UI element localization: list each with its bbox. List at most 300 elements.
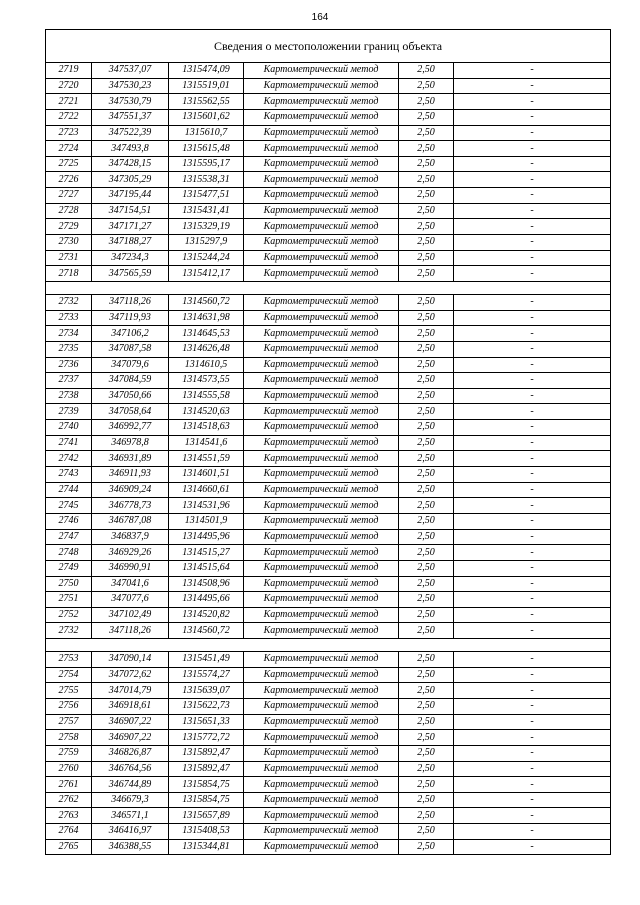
table-row — [46, 808, 611, 824]
point-number-cell: 2730 — [46, 235, 92, 251]
table-row — [46, 63, 611, 79]
x-coordinate-cell: 347077,6 — [92, 592, 169, 608]
table-row — [46, 250, 611, 266]
method-cell: Картометрический метод — [244, 607, 399, 623]
point-number-cell: 2727 — [46, 188, 92, 204]
x-coordinate-cell: 347041,6 — [92, 576, 169, 592]
method-cell: Картометрический метод — [244, 141, 399, 157]
table-row — [46, 761, 611, 777]
point-number-cell: 2748 — [46, 545, 92, 561]
table-row — [46, 125, 611, 141]
accuracy-cell: 2,50 — [399, 388, 454, 404]
y-coordinate-cell: 1315892,47 — [169, 745, 244, 761]
method-cell: Картометрический метод — [244, 357, 399, 373]
x-coordinate-cell: 346911,93 — [92, 467, 169, 483]
point-number-cell: 2739 — [46, 404, 92, 420]
y-coordinate-cell: 1315538,31 — [169, 172, 244, 188]
x-coordinate-cell: 346764,56 — [92, 761, 169, 777]
accuracy-cell: 2,50 — [399, 250, 454, 266]
table-row — [46, 467, 611, 483]
x-coordinate-cell: 347058,64 — [92, 404, 169, 420]
x-coordinate-cell: 347106,2 — [92, 326, 169, 342]
x-coordinate-cell: 346416,97 — [92, 824, 169, 840]
table-row — [46, 824, 611, 840]
point-number-cell: 2725 — [46, 156, 92, 172]
accuracy-cell: 2,50 — [399, 188, 454, 204]
description-cell: - — [454, 592, 611, 608]
description-cell: - — [454, 294, 611, 310]
x-coordinate-cell: 347102,49 — [92, 607, 169, 623]
x-coordinate-cell: 347014,79 — [92, 683, 169, 699]
y-coordinate-cell: 1315854,75 — [169, 777, 244, 793]
table-row — [46, 745, 611, 761]
description-cell: - — [454, 141, 611, 157]
method-cell: Картометрический метод — [244, 545, 399, 561]
table-row — [46, 529, 611, 545]
group-separator — [46, 281, 611, 294]
accuracy-cell: 2,50 — [399, 698, 454, 714]
description-cell: - — [454, 156, 611, 172]
point-number-cell: 2718 — [46, 266, 92, 282]
method-cell: Картометрический метод — [244, 667, 399, 683]
point-number-cell: 2753 — [46, 652, 92, 668]
table-row — [46, 513, 611, 529]
y-coordinate-cell: 1315601,62 — [169, 109, 244, 125]
description-cell: - — [454, 109, 611, 125]
accuracy-cell: 2,50 — [399, 623, 454, 639]
table-row — [46, 777, 611, 793]
method-cell: Картометрический метод — [244, 404, 399, 420]
accuracy-cell: 2,50 — [399, 745, 454, 761]
y-coordinate-cell: 1315639,07 — [169, 683, 244, 699]
point-number-cell: 2747 — [46, 529, 92, 545]
point-number-cell: 2740 — [46, 420, 92, 436]
x-coordinate-cell: 347522,39 — [92, 125, 169, 141]
method-cell: Картометрический метод — [244, 219, 399, 235]
y-coordinate-cell: 1314610,5 — [169, 357, 244, 373]
accuracy-cell: 2,50 — [399, 761, 454, 777]
description-cell: - — [454, 188, 611, 204]
description-cell: - — [454, 250, 611, 266]
y-coordinate-cell: 1314515,64 — [169, 560, 244, 576]
description-cell: - — [454, 388, 611, 404]
point-number-cell: 2745 — [46, 498, 92, 514]
point-number-cell: 2764 — [46, 824, 92, 840]
accuracy-cell: 2,50 — [399, 652, 454, 668]
point-number-cell: 2738 — [46, 388, 92, 404]
y-coordinate-cell: 1314560,72 — [169, 623, 244, 639]
x-coordinate-cell: 346978,8 — [92, 435, 169, 451]
method-cell: Картометрический метод — [244, 451, 399, 467]
method-cell: Картометрический метод — [244, 78, 399, 94]
accuracy-cell: 2,50 — [399, 156, 454, 172]
y-coordinate-cell: 1314541,6 — [169, 435, 244, 451]
method-cell: Картометрический метод — [244, 498, 399, 514]
method-cell: Картометрический метод — [244, 172, 399, 188]
method-cell: Картометрический метод — [244, 482, 399, 498]
table-row — [46, 576, 611, 592]
table-row — [46, 652, 611, 668]
y-coordinate-cell: 1315412,17 — [169, 266, 244, 282]
x-coordinate-cell: 347050,66 — [92, 388, 169, 404]
point-number-cell: 2731 — [46, 250, 92, 266]
method-cell: Картометрический метод — [244, 294, 399, 310]
y-coordinate-cell: 1314573,55 — [169, 373, 244, 389]
accuracy-cell: 2,50 — [399, 824, 454, 840]
point-number-cell: 2724 — [46, 141, 92, 157]
method-cell: Картометрический метод — [244, 623, 399, 639]
table-row — [46, 172, 611, 188]
method-cell: Картометрический метод — [244, 203, 399, 219]
description-cell: - — [454, 714, 611, 730]
accuracy-cell: 2,50 — [399, 667, 454, 683]
description-cell: - — [454, 777, 611, 793]
y-coordinate-cell: 1315297,9 — [169, 235, 244, 251]
separator-cell — [46, 639, 611, 652]
accuracy-cell: 2,50 — [399, 545, 454, 561]
method-cell: Картометрический метод — [244, 435, 399, 451]
x-coordinate-cell: 347090,14 — [92, 652, 169, 668]
y-coordinate-cell: 1315451,49 — [169, 652, 244, 668]
point-number-cell: 2752 — [46, 607, 92, 623]
method-cell: Картометрический метод — [244, 761, 399, 777]
table-row — [46, 730, 611, 746]
group-separator — [46, 639, 611, 652]
table-row — [46, 623, 611, 639]
y-coordinate-cell: 1315477,51 — [169, 188, 244, 204]
y-coordinate-cell: 1314520,63 — [169, 404, 244, 420]
separator-cell — [46, 281, 611, 294]
accuracy-cell: 2,50 — [399, 839, 454, 855]
y-coordinate-cell: 1314601,51 — [169, 467, 244, 483]
x-coordinate-cell: 347530,23 — [92, 78, 169, 94]
accuracy-cell: 2,50 — [399, 94, 454, 110]
x-coordinate-cell: 347079,6 — [92, 357, 169, 373]
accuracy-cell: 2,50 — [399, 141, 454, 157]
description-cell: - — [454, 172, 611, 188]
description-cell: - — [454, 203, 611, 219]
method-cell: Картометрический метод — [244, 777, 399, 793]
accuracy-cell: 2,50 — [399, 529, 454, 545]
table-row — [46, 78, 611, 94]
x-coordinate-cell: 347428,15 — [92, 156, 169, 172]
point-number-cell: 2742 — [46, 451, 92, 467]
x-coordinate-cell: 347118,26 — [92, 294, 169, 310]
description-cell: - — [454, 698, 611, 714]
table-title: Сведения о местоположении границ объекта — [46, 30, 611, 63]
point-number-cell: 2744 — [46, 482, 92, 498]
accuracy-cell: 2,50 — [399, 777, 454, 793]
method-cell: Картометрический метод — [244, 683, 399, 699]
x-coordinate-cell: 347084,59 — [92, 373, 169, 389]
point-number-cell: 2750 — [46, 576, 92, 592]
y-coordinate-cell: 1315610,7 — [169, 125, 244, 141]
method-cell: Картометрический метод — [244, 94, 399, 110]
description-cell: - — [454, 219, 611, 235]
accuracy-cell: 2,50 — [399, 125, 454, 141]
description-cell: - — [454, 451, 611, 467]
point-number-cell: 2763 — [46, 808, 92, 824]
table-row — [46, 404, 611, 420]
description-cell: - — [454, 808, 611, 824]
table-row — [46, 326, 611, 342]
table-row — [46, 792, 611, 808]
point-number-cell: 2746 — [46, 513, 92, 529]
table-row — [46, 94, 611, 110]
y-coordinate-cell: 1314515,27 — [169, 545, 244, 561]
x-coordinate-cell: 347537,07 — [92, 63, 169, 79]
point-number-cell: 2720 — [46, 78, 92, 94]
accuracy-cell: 2,50 — [399, 203, 454, 219]
point-number-cell: 2751 — [46, 592, 92, 608]
accuracy-cell: 2,50 — [399, 498, 454, 514]
description-cell: - — [454, 667, 611, 683]
x-coordinate-cell: 346826,87 — [92, 745, 169, 761]
x-coordinate-cell: 347493,8 — [92, 141, 169, 157]
accuracy-cell: 2,50 — [399, 730, 454, 746]
y-coordinate-cell: 1314531,96 — [169, 498, 244, 514]
table-row — [46, 451, 611, 467]
table-row — [46, 420, 611, 436]
description-cell: - — [454, 745, 611, 761]
table-row — [46, 592, 611, 608]
table-row — [46, 203, 611, 219]
y-coordinate-cell: 1314555,58 — [169, 388, 244, 404]
accuracy-cell: 2,50 — [399, 808, 454, 824]
method-cell: Картометрический метод — [244, 513, 399, 529]
method-cell: Картометрический метод — [244, 560, 399, 576]
method-cell: Картометрический метод — [244, 714, 399, 730]
description-cell: - — [454, 94, 611, 110]
method-cell: Картометрический метод — [244, 576, 399, 592]
x-coordinate-cell: 346907,22 — [92, 730, 169, 746]
accuracy-cell: 2,50 — [399, 326, 454, 342]
page-number: 164 — [311, 12, 329, 23]
table-row — [46, 498, 611, 514]
accuracy-cell: 2,50 — [399, 467, 454, 483]
method-cell: Картометрический метод — [244, 824, 399, 840]
x-coordinate-cell: 346909,24 — [92, 482, 169, 498]
description-cell: - — [454, 792, 611, 808]
accuracy-cell: 2,50 — [399, 373, 454, 389]
description-cell: - — [454, 576, 611, 592]
accuracy-cell: 2,50 — [399, 235, 454, 251]
boundary-table — [45, 29, 611, 855]
point-number-cell: 2762 — [46, 792, 92, 808]
x-coordinate-cell: 346388,55 — [92, 839, 169, 855]
description-cell: - — [454, 560, 611, 576]
y-coordinate-cell: 1315651,33 — [169, 714, 244, 730]
accuracy-cell: 2,50 — [399, 341, 454, 357]
method-cell: Картометрический метод — [244, 592, 399, 608]
y-coordinate-cell: 1314520,82 — [169, 607, 244, 623]
accuracy-cell: 2,50 — [399, 792, 454, 808]
description-cell: - — [454, 824, 611, 840]
accuracy-cell: 2,50 — [399, 420, 454, 436]
point-number-cell: 2760 — [46, 761, 92, 777]
accuracy-cell: 2,50 — [399, 683, 454, 699]
accuracy-cell: 2,50 — [399, 294, 454, 310]
point-number-cell: 2759 — [46, 745, 92, 761]
description-cell: - — [454, 63, 611, 79]
point-number-cell: 2756 — [46, 698, 92, 714]
y-coordinate-cell: 1314495,66 — [169, 592, 244, 608]
point-number-cell: 2733 — [46, 310, 92, 326]
description-cell: - — [454, 545, 611, 561]
y-coordinate-cell: 1315892,47 — [169, 761, 244, 777]
x-coordinate-cell: 347119,93 — [92, 310, 169, 326]
accuracy-cell: 2,50 — [399, 513, 454, 529]
table-row — [46, 341, 611, 357]
method-cell: Картометрический метод — [244, 420, 399, 436]
x-coordinate-cell: 346837,9 — [92, 529, 169, 545]
point-number-cell: 2719 — [46, 63, 92, 79]
point-number-cell: 2743 — [46, 467, 92, 483]
method-cell: Картометрический метод — [244, 125, 399, 141]
method-cell: Картометрический метод — [244, 156, 399, 172]
y-coordinate-cell: 1315519,01 — [169, 78, 244, 94]
x-coordinate-cell: 347072,62 — [92, 667, 169, 683]
method-cell: Картометрический метод — [244, 467, 399, 483]
description-cell: - — [454, 78, 611, 94]
accuracy-cell: 2,50 — [399, 576, 454, 592]
point-number-cell: 2729 — [46, 219, 92, 235]
y-coordinate-cell: 1314551,59 — [169, 451, 244, 467]
accuracy-cell: 2,50 — [399, 357, 454, 373]
table-row — [46, 667, 611, 683]
x-coordinate-cell: 347118,26 — [92, 623, 169, 639]
method-cell: Картометрический метод — [244, 266, 399, 282]
point-number-cell: 2722 — [46, 109, 92, 125]
x-coordinate-cell: 346778,73 — [92, 498, 169, 514]
accuracy-cell: 2,50 — [399, 172, 454, 188]
description-cell: - — [454, 482, 611, 498]
accuracy-cell: 2,50 — [399, 451, 454, 467]
table-row — [46, 141, 611, 157]
description-cell: - — [454, 683, 611, 699]
description-cell: - — [454, 266, 611, 282]
accuracy-cell: 2,50 — [399, 266, 454, 282]
method-cell: Картометрический метод — [244, 310, 399, 326]
method-cell: Картометрический метод — [244, 792, 399, 808]
y-coordinate-cell: 1315854,75 — [169, 792, 244, 808]
accuracy-cell: 2,50 — [399, 607, 454, 623]
point-number-cell: 2726 — [46, 172, 92, 188]
table-title-row — [46, 30, 611, 63]
table-row — [46, 235, 611, 251]
description-cell: - — [454, 404, 611, 420]
table-row — [46, 357, 611, 373]
x-coordinate-cell: 346992,77 — [92, 420, 169, 436]
point-number-cell: 2765 — [46, 839, 92, 855]
y-coordinate-cell: 1315595,17 — [169, 156, 244, 172]
description-cell: - — [454, 125, 611, 141]
method-cell: Картометрический метод — [244, 839, 399, 855]
accuracy-cell: 2,50 — [399, 560, 454, 576]
point-number-cell: 2749 — [46, 560, 92, 576]
point-number-cell: 2755 — [46, 683, 92, 699]
point-number-cell: 2737 — [46, 373, 92, 389]
x-coordinate-cell: 347171,27 — [92, 219, 169, 235]
point-number-cell: 2757 — [46, 714, 92, 730]
method-cell: Картометрический метод — [244, 63, 399, 79]
table-row — [46, 310, 611, 326]
x-coordinate-cell: 347305,29 — [92, 172, 169, 188]
y-coordinate-cell: 1315622,73 — [169, 698, 244, 714]
y-coordinate-cell: 1314501,9 — [169, 513, 244, 529]
y-coordinate-cell: 1314645,53 — [169, 326, 244, 342]
point-number-cell: 2761 — [46, 777, 92, 793]
x-coordinate-cell: 347188,27 — [92, 235, 169, 251]
description-cell: - — [454, 839, 611, 855]
y-coordinate-cell: 1315244,24 — [169, 250, 244, 266]
accuracy-cell: 2,50 — [399, 310, 454, 326]
x-coordinate-cell: 346918,61 — [92, 698, 169, 714]
y-coordinate-cell: 1315772,72 — [169, 730, 244, 746]
x-coordinate-cell: 347234,3 — [92, 250, 169, 266]
description-cell: - — [454, 467, 611, 483]
y-coordinate-cell: 1315562,55 — [169, 94, 244, 110]
description-cell: - — [454, 607, 611, 623]
table-row — [46, 109, 611, 125]
description-cell: - — [454, 435, 611, 451]
x-coordinate-cell: 346571,1 — [92, 808, 169, 824]
method-cell: Картометрический метод — [244, 745, 399, 761]
x-coordinate-cell: 347530,79 — [92, 94, 169, 110]
y-coordinate-cell: 1315431,41 — [169, 203, 244, 219]
point-number-cell: 2728 — [46, 203, 92, 219]
method-cell: Картометрический метод — [244, 373, 399, 389]
x-coordinate-cell: 347087,58 — [92, 341, 169, 357]
y-coordinate-cell: 1314631,98 — [169, 310, 244, 326]
table-row — [46, 188, 611, 204]
x-coordinate-cell: 346990,91 — [92, 560, 169, 576]
method-cell: Картометрический метод — [244, 341, 399, 357]
accuracy-cell: 2,50 — [399, 592, 454, 608]
description-cell: - — [454, 357, 611, 373]
boundary-table-body — [46, 30, 611, 855]
point-number-cell: 2735 — [46, 341, 92, 357]
table-row — [46, 714, 611, 730]
point-number-cell: 2754 — [46, 667, 92, 683]
description-cell: - — [454, 341, 611, 357]
accuracy-cell: 2,50 — [399, 78, 454, 94]
description-cell: - — [454, 652, 611, 668]
table-row — [46, 839, 611, 855]
description-cell: - — [454, 513, 611, 529]
y-coordinate-cell: 1315574,27 — [169, 667, 244, 683]
table-row — [46, 698, 611, 714]
description-cell: - — [454, 761, 611, 777]
table-row — [46, 560, 611, 576]
y-coordinate-cell: 1315329,19 — [169, 219, 244, 235]
method-cell: Картометрический метод — [244, 388, 399, 404]
accuracy-cell: 2,50 — [399, 109, 454, 125]
table-row — [46, 607, 611, 623]
description-cell: - — [454, 373, 611, 389]
y-coordinate-cell: 1314626,48 — [169, 341, 244, 357]
y-coordinate-cell: 1314660,61 — [169, 482, 244, 498]
y-coordinate-cell: 1314495,96 — [169, 529, 244, 545]
table-row — [46, 482, 611, 498]
description-cell: - — [454, 623, 611, 639]
table-row — [46, 373, 611, 389]
point-number-cell: 2721 — [46, 94, 92, 110]
point-number-cell: 2734 — [46, 326, 92, 342]
point-number-cell: 2741 — [46, 435, 92, 451]
x-coordinate-cell: 347565,59 — [92, 266, 169, 282]
x-coordinate-cell: 346679,3 — [92, 792, 169, 808]
